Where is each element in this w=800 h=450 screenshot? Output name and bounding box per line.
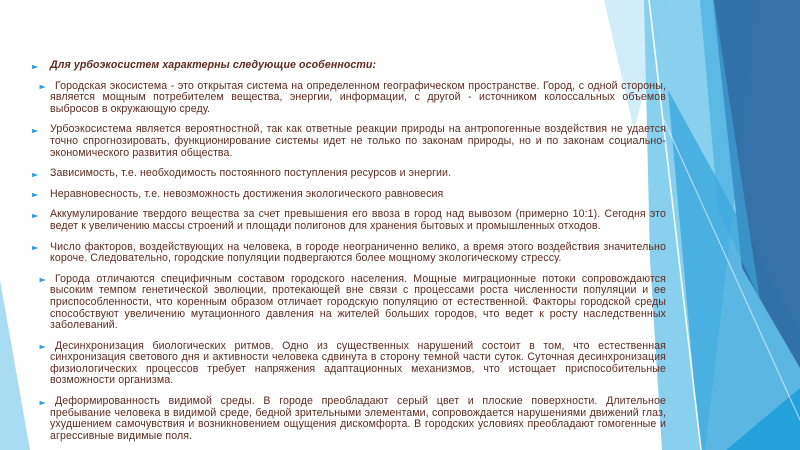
- slide-body: [28, 60, 666, 450]
- bullet-text: Города отличаются специфичным составом городского населения. Мощные миграционные потоки сопровождаются высоким темпом генетической эволюции, протекающей вне связи с процессами роста численности популяции и ее приспособленности, что коренным образом отличает городскую популяцию от естественной. Факторы городской среды способствуют увеличению мутационного давления на жителей больших городов, что ведет к росту наследственных заболеваний.: [50, 272, 666, 332]
- bullet-arrow-icon: ►: [30, 171, 41, 179]
- list-item: [28, 396, 666, 442]
- list-item: [28, 274, 666, 332]
- bullet-text: Зависимость, т.е. необходимость постоянного поступления ресурсов и энергии.: [50, 167, 452, 180]
- bullet-text: Урбоэкосистема является вероятностной, так как ответные реакции природы на антропогенные воздействия не удается точно спрогнозировать, функционирование системы идет не только по законам природы, но и по законам социально-экономического развития общества.: [50, 123, 666, 159]
- bullet-arrow-icon: ►: [30, 192, 41, 200]
- bullet-text: Для урбоэкосистем характерны следующие особенности:: [50, 59, 377, 71]
- bullet-text: Неравновесность, т.е. невозможность достижения экологического равновесия: [50, 187, 444, 200]
- bullet-text: Число факторов, воздействующих на человека, в городе неограниченно велико, а время этого воздействия значительно короче. Следовательно, городские популяции подвергаются более мощному экологическому стрессу.: [50, 240, 666, 265]
- bullet-text: Городская экосистема - это открытая система на определенном географическом пространстве. Город, с одной стороны, является мощным потребителем вещества, энергии, информации, с другой - источником колоссальных объемов выбросов в окружающую среду.: [50, 79, 666, 115]
- bullet-arrow-icon: ►: [30, 63, 41, 71]
- list-item: [28, 242, 666, 265]
- bullet-arrow-icon: ►: [30, 127, 41, 135]
- bullet-arrow-icon: ►: [30, 245, 41, 253]
- list-item: [28, 189, 666, 201]
- list-item: [28, 341, 666, 387]
- corner-wedge-shape: [0, 280, 30, 450]
- bullet-text: Аккумулирование твердого вещества за счет превышения его ввоза в город над вывозом (примерно 10:1). Сегодня это ведет к увеличению массы строений и площади полигонов для хранения бытовых и промышленных отходов.: [50, 208, 666, 232]
- list-item: [28, 168, 666, 180]
- bullet-list: [28, 60, 666, 442]
- list-item: [28, 124, 666, 159]
- bullet-text: Деформированность видимой среды. В городе преобладают серый цвет и плоские поверхности. Длительное пребывание человека в видимой среде, бедной зрительными элементами, сопровождается нарушениями движений глаз, ухудшением самочувствия и возникновением ощущения дискомфорта. В городских условиях преобладают гомогенные и агрессивные видимые поля.: [50, 395, 666, 442]
- bullet-arrow-icon: ►: [30, 212, 41, 220]
- bullet-arrow-icon: ►: [37, 84, 49, 92]
- bullet-text: Десинхронизация биологических ритмов. Одно из существенных нарушений состоит в том, что естественная синхронизация светового дня и активности человека сдвинута в сторону темной части суток. Суточная десинхронизация физиологических процессов требует напряжения адаптационных механизмов, что истощает приспособительные возможности организма.: [50, 339, 666, 387]
- bullet-arrow-icon: ►: [37, 399, 49, 407]
- list-item-heading: [28, 60, 666, 72]
- list-item: [28, 209, 666, 232]
- bullet-arrow-icon: ►: [37, 277, 49, 285]
- list-item: [28, 81, 666, 116]
- bullet-arrow-icon: ►: [37, 344, 49, 352]
